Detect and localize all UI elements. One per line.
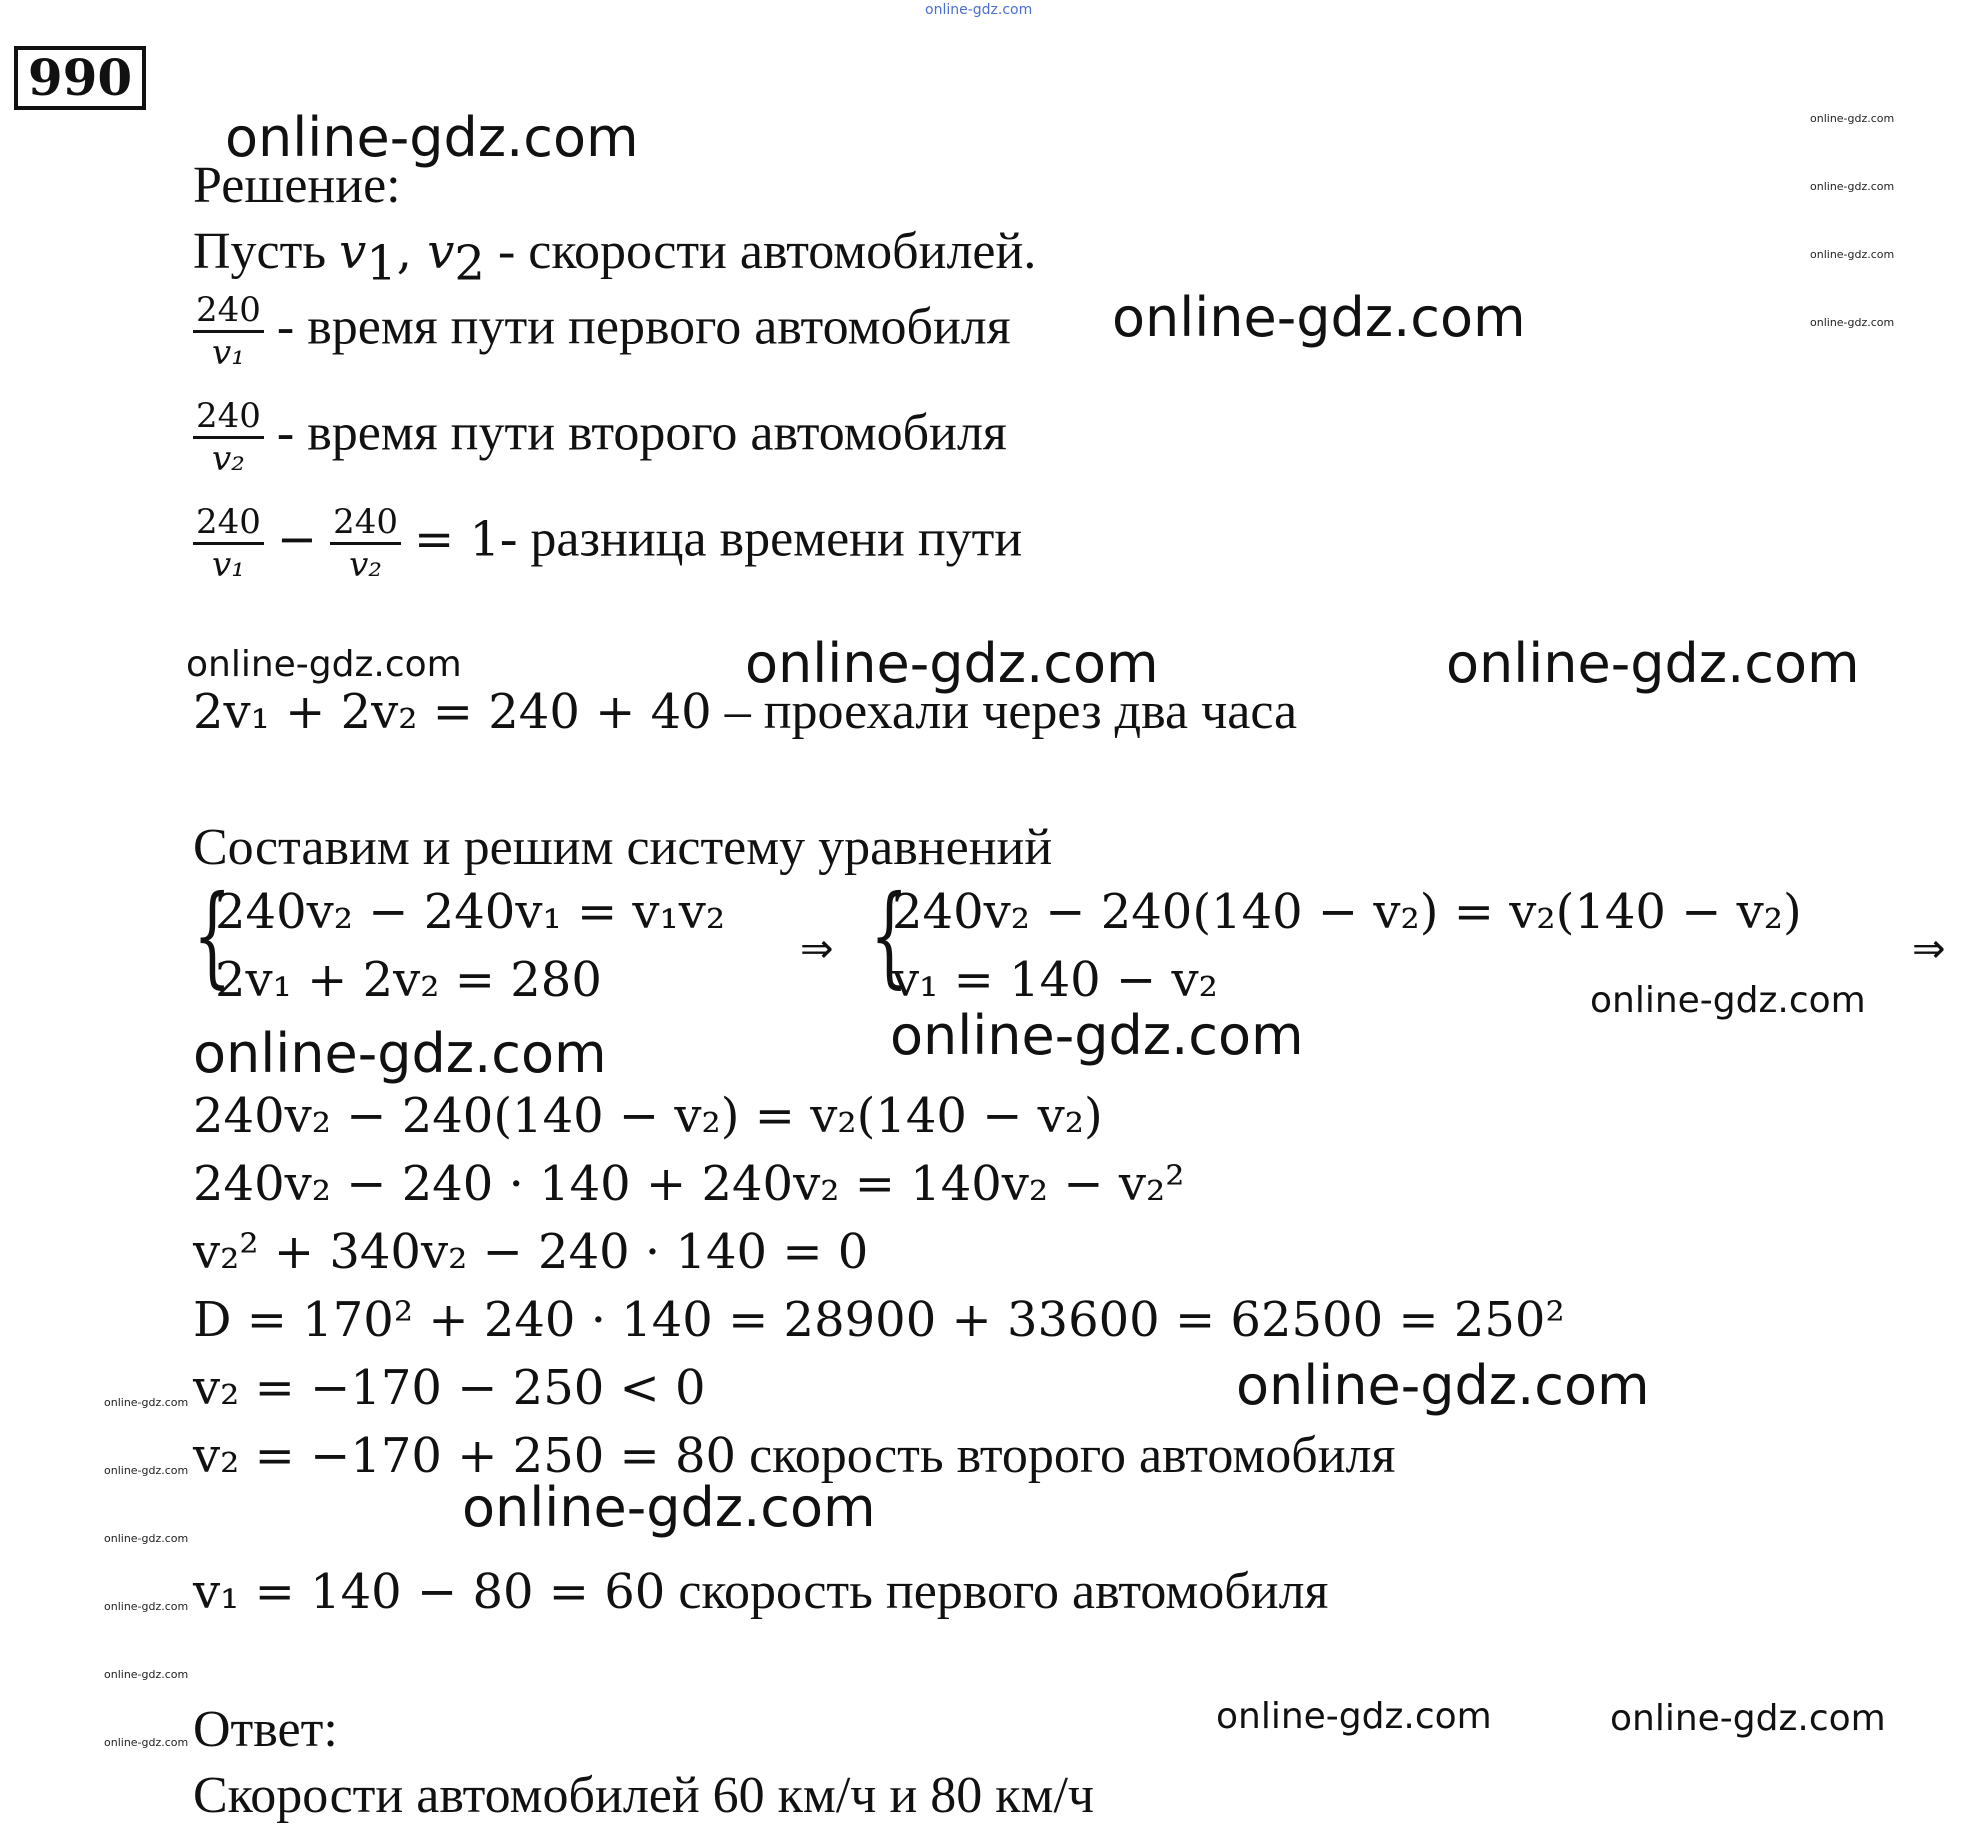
two-hours-equation: 2v₁ + 2v₂ = 240 + 40 <box>193 684 712 740</box>
fraction-numerator: 240 <box>193 290 264 333</box>
answer-label: Ответ: <box>193 1701 338 1758</box>
watermark: online-gdz.com <box>104 1736 189 1749</box>
fraction <box>330 502 401 585</box>
watermark: online-gdz.com <box>1610 1698 1886 1739</box>
time2-label: - время пути второго автомобиля <box>276 404 1007 462</box>
fraction-numerator: 240 <box>193 396 264 439</box>
fraction-denominator: v₂ <box>212 439 245 479</box>
root1-label: скорость первого автомобиля <box>678 1563 1329 1620</box>
step-line: v₂² + 340v₂ − 240 · 140 = 0 <box>193 1224 869 1280</box>
watermark: online-gdz.com <box>104 1532 189 1545</box>
system-brace: { <box>870 871 909 999</box>
intro-var1: v <box>339 224 367 280</box>
fraction <box>193 290 264 373</box>
root1-equation: v₁ = 140 − 80 = 60 <box>193 1564 666 1620</box>
watermark: online-gdz.com <box>1112 286 1526 349</box>
difference-equals: = 1 <box>414 511 501 568</box>
minus-sign: − <box>276 511 318 568</box>
intro-sep: , <box>396 224 428 280</box>
watermark: online-gdz.com <box>1810 248 1895 261</box>
time1-line <box>193 290 1011 373</box>
time2-line <box>193 396 1007 479</box>
watermark: online-gdz.com <box>1590 980 1866 1021</box>
watermark: online-gdz.com <box>890 1004 1304 1067</box>
root1-line <box>193 1562 1328 1622</box>
time1-label: - время пути первого автомобиля <box>276 298 1011 356</box>
watermark: online-gdz.com <box>186 644 462 685</box>
fraction <box>193 396 264 479</box>
watermark: online-gdz.com <box>1216 1696 1492 1737</box>
system1-line1: 240v₂ − 240v₁ = v₁v₂ <box>215 884 726 940</box>
step-line: D = 170² + 240 · 140 = 28900 + 33600 = 62500 = 250² <box>193 1292 1565 1348</box>
watermark: online-gdz.com <box>1810 316 1895 329</box>
solution-label: Решение: <box>193 157 401 214</box>
root2-equation: v₂ = −170 + 250 = 80 <box>193 1428 737 1484</box>
watermark: online-gdz.com <box>1810 112 1895 125</box>
watermark: online-gdz.com <box>104 1600 189 1613</box>
watermark: online-gdz.com <box>1810 180 1895 193</box>
fraction-denominator: v₁ <box>212 545 245 585</box>
problem-number: 990 <box>14 46 146 110</box>
answer-text: Скорости автомобилей 60 км/ч и 80 км/ч <box>193 1767 1095 1824</box>
intro-sub1: 1 <box>366 235 397 292</box>
root2-label: скорость второго автомобиля <box>749 1427 1396 1484</box>
two-hours-label: – проехали через два часа <box>724 683 1298 740</box>
fraction-denominator: v₂ <box>349 545 382 585</box>
root2-line <box>193 1426 1395 1486</box>
implies-arrow: ⇒ <box>800 926 834 972</box>
watermark: online-gdz.com <box>1446 632 1860 695</box>
two-hours-line <box>193 682 1297 742</box>
intro-prefix: Пусть <box>193 223 340 280</box>
difference-line <box>193 502 1022 585</box>
watermark: online-gdz.com <box>104 1464 189 1477</box>
intro-var2: v <box>427 224 455 280</box>
watermark: online-gdz.com <box>462 1476 876 1539</box>
system1-line2: 2v₁ + 2v₂ = 280 <box>215 952 602 1008</box>
watermark: online-gdz.com <box>104 1396 189 1409</box>
system2-line1: 240v₂ − 240(140 − v₂) = v₂(140 − v₂) <box>892 884 1802 940</box>
watermark: online-gdz.com <box>925 2 1033 18</box>
watermark: online-gdz.com <box>104 1668 189 1681</box>
system-label: Составим и решим систему уравнений <box>193 819 1053 876</box>
system2-line2: v₁ = 140 − v₂ <box>892 952 1218 1008</box>
watermark: online-gdz.com <box>193 1022 607 1085</box>
fraction-numerator: 240 <box>193 502 264 545</box>
step-line: 240v₂ − 240 · 140 + 240v₂ = 140v₂ − v₂² <box>193 1156 1185 1212</box>
step-line: 240v₂ − 240(140 − v₂) = v₂(140 − v₂) <box>193 1088 1103 1144</box>
fraction-numerator: 240 <box>330 502 401 545</box>
intro-sub2: 2 <box>454 235 485 292</box>
watermark: online-gdz.com <box>1236 1354 1650 1417</box>
difference-label: - разница времени пути <box>500 510 1023 568</box>
watermark: online-gdz.com <box>225 106 639 169</box>
implies-arrow: ⇒ <box>1912 926 1946 972</box>
system-brace: { <box>193 871 232 999</box>
fraction <box>193 502 264 585</box>
step-line: v₂ = −170 − 250 < 0 <box>193 1360 706 1416</box>
watermark: online-gdz.com <box>745 632 1159 695</box>
intro-suffix: - скорости автомобилей. <box>484 223 1037 280</box>
fraction-denominator: v₁ <box>212 333 245 373</box>
intro-line <box>193 222 1036 293</box>
